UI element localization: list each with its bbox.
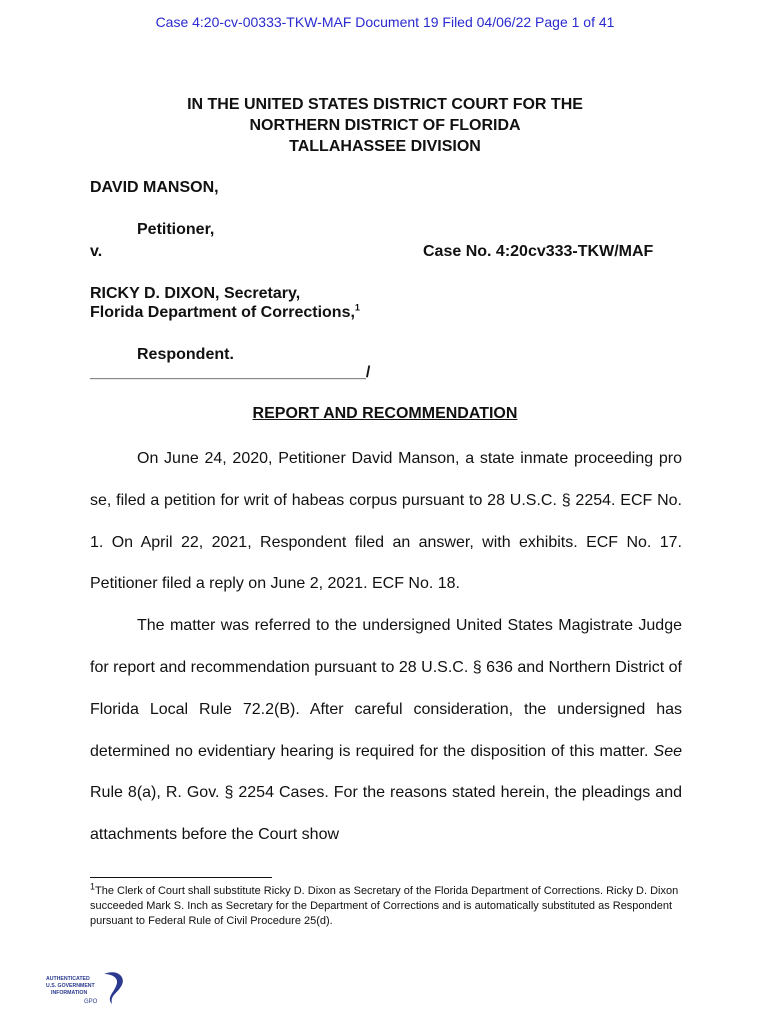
paragraph-2-end: Rule 8(a), R. Gov. § 2254 Cases. For the reasons stated herein, the pleadings and attachments before the Court show xyxy=(90,784,682,844)
seal-line-1: AUTHENTICATED xyxy=(46,976,90,982)
footnote-text: The Clerk of Court shall substitute Ricky D. Dixon as Secretary of the Florida Department of Corrections. Ricky D. Dixon succeeded Mark S. Inch as Secretary for the Department of Corrections and is automatically substituted as Respondent pursuant to Federal Rule of Civil Procedure 25(d). xyxy=(90,885,679,927)
footnote xyxy=(90,881,690,929)
versus: v. xyxy=(90,243,103,260)
court-heading-line-2: NORTHERN DISTRICT OF FLORIDA xyxy=(249,117,521,134)
paragraph-2 xyxy=(90,605,682,856)
seal-line-4: GPO xyxy=(84,999,98,1005)
court-heading-line-1: IN THE UNITED STATES DISTRICT COURT FOR THE xyxy=(187,96,583,113)
respondent-agency xyxy=(90,304,360,322)
court-heading-line-3: TALLAHASSEE DIVISION xyxy=(289,138,481,155)
filing-header: Case 4:20-cv-00333-TKW-MAF Document 19 Filed 04/06/22 Page 1 of 41 xyxy=(155,14,615,30)
seal-line-3: INFORMATION xyxy=(51,990,88,996)
footnote-mark: 1 xyxy=(90,881,96,892)
eagle-emblem-icon xyxy=(104,972,123,1004)
respondent-role: Respondent. xyxy=(137,346,234,363)
footnote-divider xyxy=(90,877,272,878)
citation-signal: See xyxy=(653,742,682,760)
paragraph-1: On June 24, 2020, Petitioner David Manson, a state inmate proceeding pro se, filed a petition for writ of habeas corpus pursuant to 28 U.S.C. § 2254. ECF No. 1. On April 22, 2021, Respondent filed an answer, with exhibits. ECF No. 17. Petitioner filed a reply on June 2, 2021. ECF No. 18. xyxy=(90,450,682,593)
eagle-wing-icon xyxy=(108,979,115,984)
document-title: REPORT AND RECOMMENDATION xyxy=(252,405,518,422)
seal-line-2: U.S. GOVERNMENT xyxy=(46,983,95,989)
gpo-authentication-seal xyxy=(46,970,130,1010)
caption-separator: _______________________________/ xyxy=(90,364,371,381)
paragraph-2-start: The matter was referred to the undersigned United States Magistrate Judge for report and recommendation pursuant to 28 U.S.C. § 636 and Northern District of Florida Local Rule 72.2(B). After careful consideration, the undersigned has determined no evidentiary hearing is required for the disposition of this matter. xyxy=(90,617,682,760)
petitioner-role: Petitioner, xyxy=(137,221,215,238)
body-text xyxy=(90,438,682,856)
case-number: Case No. 4:20cv333-TKW/MAF xyxy=(423,243,654,260)
petitioner-name: DAVID MANSON, xyxy=(90,179,219,196)
respondent-name: RICKY D. DIXON, Secretary, xyxy=(90,285,301,302)
footnote-reference: 1 xyxy=(354,302,360,313)
respondent-agency-text: Florida Department of Corrections, xyxy=(90,304,355,321)
court-heading xyxy=(0,94,770,157)
